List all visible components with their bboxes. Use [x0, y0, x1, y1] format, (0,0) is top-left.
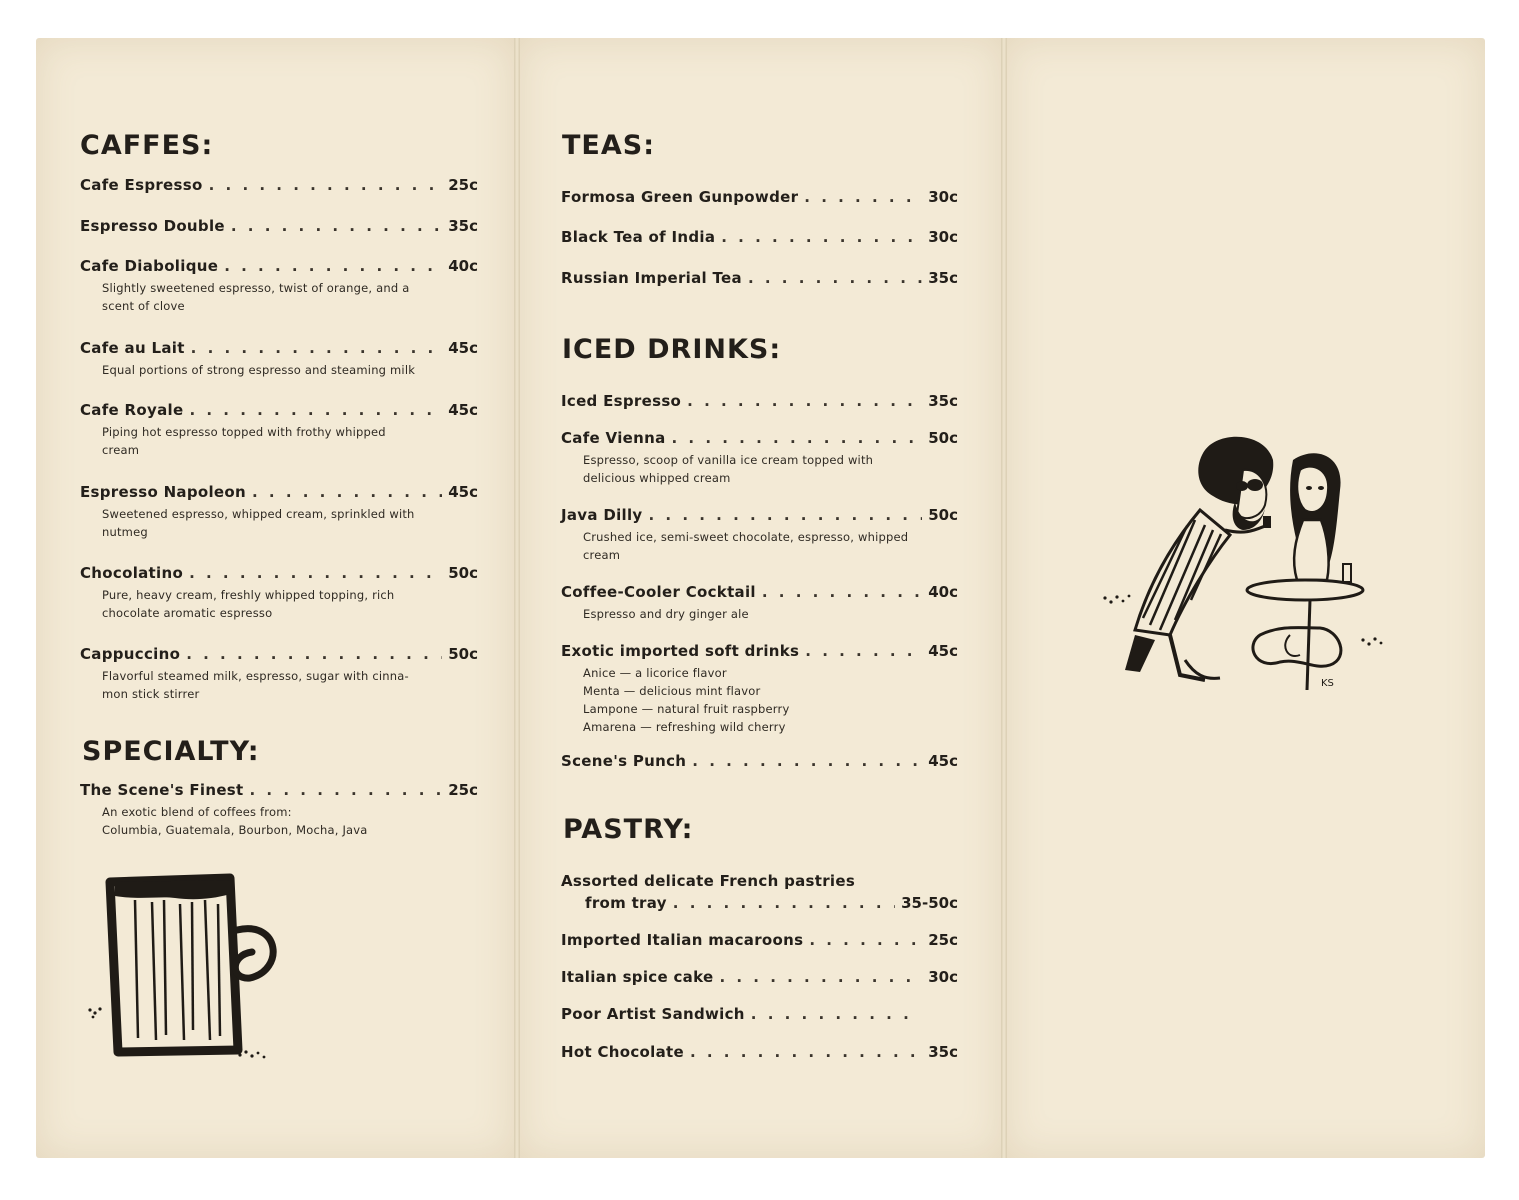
- item-description: Slightly sweetened espresso, twist of orange, and a scent of clove: [102, 281, 410, 313]
- menu-item: [561, 269, 958, 287]
- item-price: 45c: [448, 401, 478, 419]
- menu-item: [561, 968, 958, 986]
- specialty-heading: SPECIALTY:: [82, 736, 260, 767]
- item-price: 45c: [928, 752, 958, 770]
- caffes-heading: CAFFES:: [80, 130, 214, 161]
- menu-item: [561, 931, 958, 949]
- menu-item: [561, 392, 958, 410]
- item-price: 45c: [448, 339, 478, 357]
- item-name: Java Dilly: [561, 506, 643, 524]
- item-description: Crushed ice, semi-sweet chocolate, espresso, whipped cream: [583, 530, 909, 562]
- item-name: Hot Chocolate: [561, 1043, 684, 1061]
- item-name: Chocolatino: [80, 564, 184, 582]
- artist-signature: KS: [1321, 678, 1334, 689]
- menu-item: [80, 339, 478, 379]
- item-name: Italian spice cake: [561, 968, 714, 986]
- item-name: Poor Artist Sandwich: [561, 1005, 745, 1023]
- menu-item: [80, 781, 478, 839]
- item-description: Anice — a licorice flavor Menta — delicious mint flavor Lampone — natural fruit raspberry Amarena — refreshing wild cherry: [583, 666, 790, 734]
- menu-item: [561, 872, 958, 912]
- item-description: Piping hot espresso topped with frothy whipped cream: [102, 425, 386, 457]
- item-price: 45c: [448, 483, 478, 501]
- item-price: 50c: [448, 645, 478, 663]
- menu-item: [80, 217, 478, 235]
- item-name: Cafe Vienna: [561, 429, 666, 447]
- item-price: 25c: [928, 931, 958, 949]
- item-description: Flavorful steamed milk, espresso, sugar with cinna- mon stick stirrer: [102, 669, 409, 701]
- item-name: Black Tea of India: [561, 228, 716, 246]
- item-name: from tray: [585, 894, 667, 912]
- pastry-heading: PASTRY:: [563, 814, 694, 845]
- item-price: 30c: [928, 188, 958, 206]
- item-price: 40c: [928, 583, 958, 601]
- item-price: 35c: [448, 217, 478, 235]
- item-description: Espresso and dry ginger ale: [583, 607, 749, 621]
- item-price: 25c: [448, 781, 478, 799]
- item-price: 25c: [448, 176, 478, 194]
- menu-item: [561, 1005, 958, 1023]
- fold-line: [514, 38, 520, 1158]
- menu-item: [561, 228, 958, 246]
- item-name: The Scene's Finest: [80, 781, 244, 799]
- menu-item: [80, 564, 478, 622]
- item-name: Espresso Double: [80, 217, 225, 235]
- fold-line: [1001, 38, 1007, 1158]
- item-price: 50c: [928, 429, 958, 447]
- coffee-mug-drawing: [80, 870, 290, 1065]
- beatnik-couple-drawing: [1095, 430, 1395, 710]
- item-price: 30c: [928, 228, 958, 246]
- menu-item: [561, 752, 958, 770]
- menu-item: [80, 176, 478, 194]
- menu-item: [80, 257, 478, 315]
- item-name: Exotic imported soft drinks: [561, 642, 800, 660]
- item-price: 50c: [928, 506, 958, 524]
- item-name: Imported Italian macaroons: [561, 931, 804, 949]
- item-price: 35c: [928, 269, 958, 287]
- item-name: Scene's Punch: [561, 752, 687, 770]
- item-name: Cappuccino: [80, 645, 181, 663]
- item-description: Espresso, scoop of vanilla ice cream topped with delicious whipped cream: [583, 453, 874, 485]
- menu-item: [561, 583, 958, 623]
- menu-item: [80, 483, 478, 541]
- item-description: Equal portions of strong espresso and steaming milk: [102, 363, 416, 377]
- item-name: Cafe Royale: [80, 401, 184, 419]
- item-description: Pure, heavy cream, freshly whipped topping, rich chocolate aromatic espresso: [102, 588, 395, 620]
- item-description: Sweetened espresso, whipped cream, sprinkled with nutmeg: [102, 507, 415, 539]
- item-name: Coffee-Cooler Cocktail: [561, 583, 756, 601]
- item-price: 40c: [448, 257, 478, 275]
- item-name: Cafe Espresso: [80, 176, 203, 194]
- menu-item: [561, 642, 958, 736]
- item-name: Russian Imperial Tea: [561, 269, 742, 287]
- item-price: 50c: [448, 564, 478, 582]
- item-name: Formosa Green Gunpowder: [561, 188, 799, 206]
- item-price: 35-50c: [901, 894, 958, 912]
- item-price: 45c: [928, 642, 958, 660]
- item-name: Cafe au Lait: [80, 339, 185, 357]
- item-name: Iced Espresso: [561, 392, 682, 410]
- menu-item: [80, 645, 478, 703]
- menu-item: [561, 188, 958, 206]
- menu-item: [561, 1043, 958, 1061]
- menu-item: [80, 401, 478, 459]
- item-name: Espresso Napoleon: [80, 483, 246, 501]
- item-name: Cafe Diabolique: [80, 257, 219, 275]
- item-price: 35c: [928, 1043, 958, 1061]
- menu-item: [561, 429, 958, 487]
- item-name: Assorted delicate French pastries: [561, 872, 856, 890]
- item-description: An exotic blend of coffees from: Columbia, Guatemala, Bourbon, Mocha, Java: [102, 805, 368, 837]
- teas-heading: TEAS:: [562, 130, 656, 161]
- item-price: 35c: [928, 392, 958, 410]
- menu-item: [561, 506, 958, 564]
- item-price: 30c: [928, 968, 958, 986]
- iced-drinks-heading: ICED DRINKS:: [562, 334, 782, 365]
